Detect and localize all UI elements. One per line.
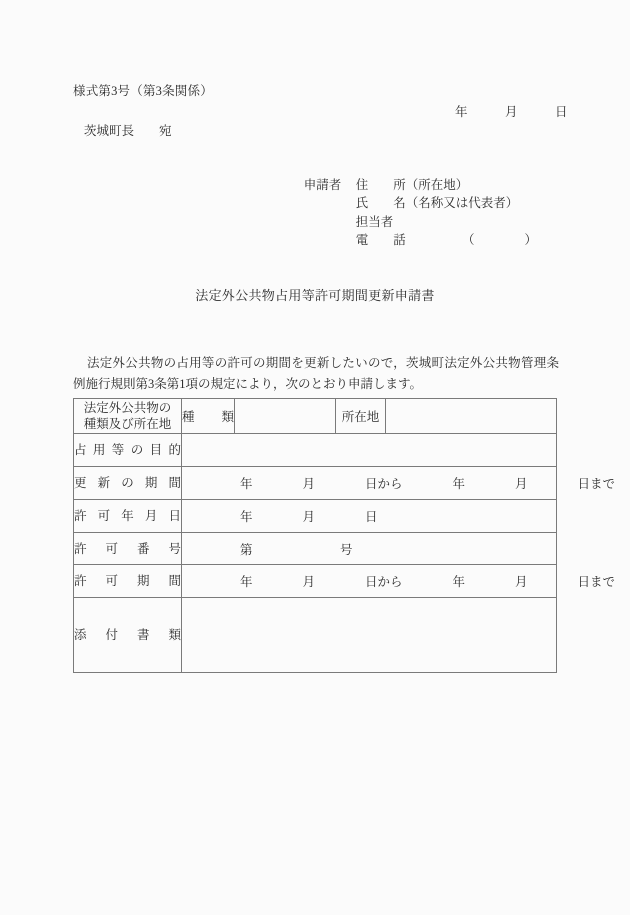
input-permit-period[interactable] bbox=[182, 565, 616, 598]
input-permit-number[interactable] bbox=[182, 533, 557, 565]
applicant-block bbox=[285, 158, 538, 247]
applicant-label: 申請者 bbox=[303, 178, 342, 193]
table-row bbox=[74, 467, 557, 500]
table-row bbox=[74, 500, 557, 533]
input-location[interactable] bbox=[386, 399, 557, 434]
table-row bbox=[74, 598, 557, 673]
applicant-name-text: 氏 名（名称又は代表者） bbox=[355, 196, 519, 211]
applicant-address-row bbox=[285, 158, 537, 193]
input-kind[interactable] bbox=[235, 399, 336, 434]
input-renewal-period[interactable] bbox=[182, 467, 616, 500]
applicant-phone-text: 電 話 （ ） bbox=[355, 232, 538, 247]
table-row bbox=[74, 533, 557, 565]
permit-number-text: 第 号 bbox=[240, 542, 353, 557]
row-label-attachments: 添付書類 bbox=[74, 598, 182, 673]
row-label-permit-period: 許可期間 bbox=[74, 565, 182, 598]
table-row bbox=[74, 434, 557, 467]
table-row bbox=[74, 399, 557, 434]
table-row bbox=[74, 565, 557, 598]
form-number: 様式第3号（第3条関係） bbox=[73, 84, 213, 98]
input-purpose[interactable] bbox=[182, 434, 557, 467]
permit-date-text: 年 月 日 bbox=[240, 510, 378, 524]
page-title: 法定外公共物占用等許可期間更新申請書 bbox=[195, 288, 435, 303]
input-attachments[interactable] bbox=[182, 598, 557, 673]
application-table bbox=[73, 398, 616, 673]
input-permit-date[interactable] bbox=[182, 500, 557, 533]
row-label-type-location-line1: 法定外公共物の bbox=[83, 400, 172, 415]
body-paragraph: 法定外公共物の占用等の許可の期間を更新したいので，茨城町法定外公共物管理条例施行規則第3条第1項の規定により，次のとおり申請します。 bbox=[73, 356, 559, 391]
applicant-contact-text: 担当者 bbox=[355, 214, 394, 229]
addressee: 茨城町長 宛 bbox=[84, 124, 172, 138]
date-line: 年 月 日 bbox=[455, 105, 568, 119]
row-label-type-location-line2: 種類及び所在地 bbox=[83, 417, 172, 431]
row-label-purpose: 占用等の目的 bbox=[74, 434, 182, 467]
row-label-permit-date: 許可年月日 bbox=[74, 500, 182, 533]
row-label-renewal-period: 更新の期間 bbox=[74, 467, 182, 500]
sub-label-location: 所在地 bbox=[336, 399, 386, 434]
row-label-permit-number: 許可番号 bbox=[74, 533, 182, 565]
row-label-type-location bbox=[74, 399, 182, 434]
sub-label-kind: 種 類 bbox=[182, 399, 235, 434]
renewal-period-text: 年 月 日から 年 月 日まで bbox=[240, 477, 616, 491]
applicant-address-text: 住 所（所在地） bbox=[355, 178, 469, 193]
permit-period-text: 年 月 日から 年 月 日まで bbox=[240, 575, 616, 589]
